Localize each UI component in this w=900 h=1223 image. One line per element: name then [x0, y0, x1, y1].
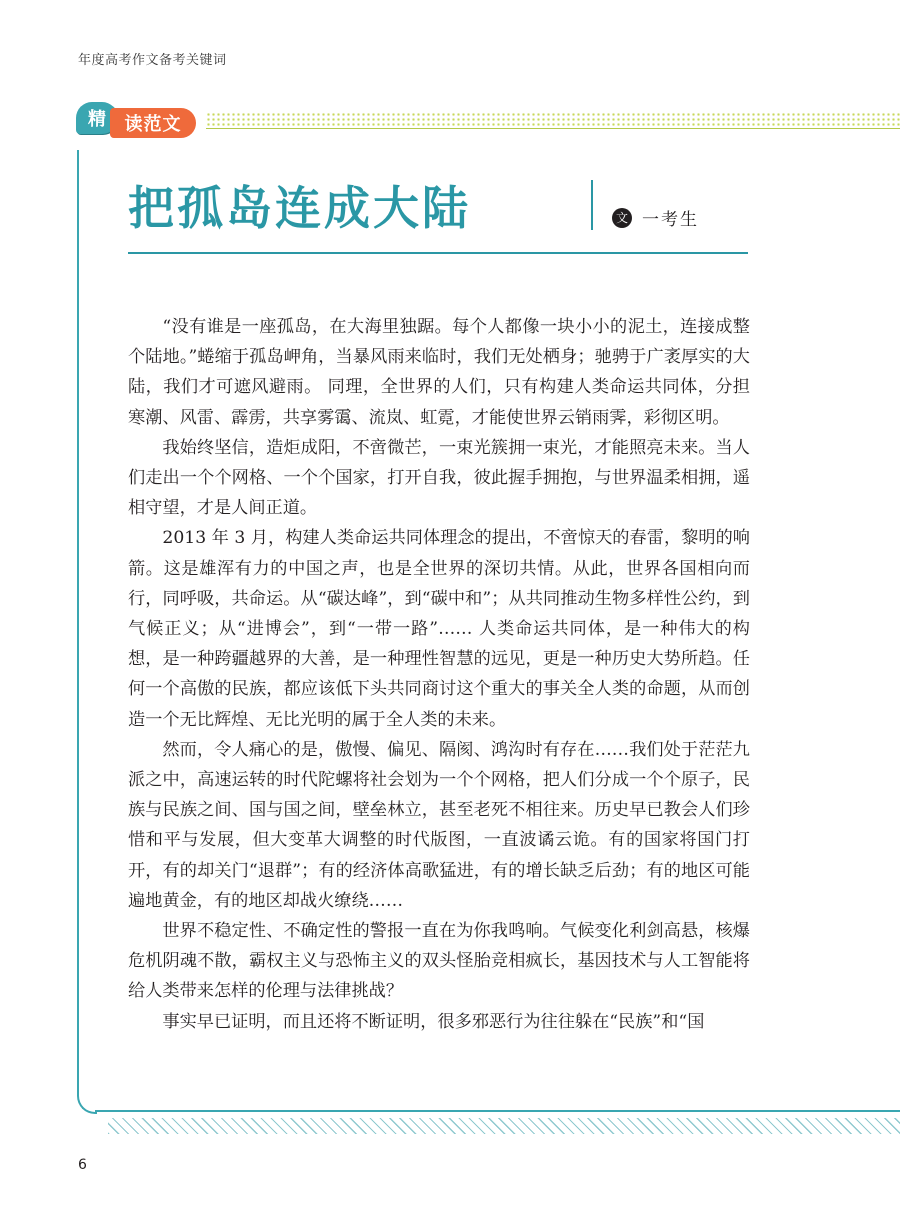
section-tag [76, 102, 206, 142]
article-title: 把孤岛连成大陆 [128, 181, 471, 235]
dotted-band-decoration [206, 112, 900, 129]
frame-left-border [77, 150, 97, 1114]
paragraph: 事实早已证明，而且还将不断证明，很多邪恶行为往往躲在“民族”和“国 [162, 1011, 705, 1032]
frame-bottom-border [95, 1110, 900, 1112]
paragraph: 然而，令人痛心的是，傲慢、偏见、隔阂、鸿沟时有存在……我们处于茫茫九派之中，高速运转的时代陀螺将社会划为一个个网格，把人们分成一个个原子，民族与民族之间、国与国之间，壁垒林立，甚至老死不相往来。历史早已教会人们珍惜和平与发展，但大变革大调整的时代版图，一直波谲云诡。有的国家将国门打开，有的却关门“退群”；有的经济体高歌猛进，有的增长缺乏后劲；有的地区可能遍地黄金，有的地区却战火缭绕…… [128, 739, 750, 911]
title-divider [591, 180, 593, 230]
running-header: 年度高考作文备考关键词 [78, 53, 227, 68]
author-marker-badge: 文 [612, 208, 632, 228]
paragraph: “没有谁是一座孤岛，在大海里独踞。每个人都像一块小小的泥土，连接成整个陆地。”蜷缩于孤岛岬角，当暴风雨来临时，我们无处栖身；驰骋于广袤厚实的大陆，我们才可遮风避雨。 同理，全世界的人们，只有构建人类命运共同体，分担寒潮、风雷、霹雳，共享雾霭、流岚、虹霓，才能使世界云销雨霁，彩彻区明。 [128, 317, 750, 428]
author-name: 一考生 [642, 210, 699, 230]
paragraph: 2013 年 3 月，构建人类命运共同体理念的提出，不啻惊天的春雷，黎明的响箭。这是雄浑有力的中国之声，也是全世界的深切共情。从此，世界各国相向而行，同呼吸，共命运。从“碳达峰”，到“碳中和”；从共同推动生物多样性公约，到气候正义；从“进博会”，到“一带一路”…… 人类命运共同体，是一种伟大的构想，是一种跨疆越界的大善，是一种理性智慧的远见，更是一种历史大势所趋。任何一个高傲的民族，都应该低下头共同商讨这个重大的事关全人类的命题，从而创造一个无比辉煌、无比光明的属于全人类的未来。 [128, 528, 750, 730]
hatch-band-decoration [108, 1118, 900, 1134]
author-byline [612, 205, 699, 230]
section-tag-label: 读范文 [110, 108, 196, 138]
paragraph: 我始终坚信，造炬成阳，不啻微芒，一束光簇拥一束光，才能照亮未来。当人们走出一个个网格、一个个国家，打开自我，彼此握手拥抱，与世界温柔相拥，遥相守望，才是人间正道。 [128, 437, 750, 519]
paragraph: 世界不稳定性、不确定性的警报一直在为你我鸣响。气候变化利剑高悬，核爆危机阴魂不散，霸权主义与恐怖主义的双头怪胎竞相疯长，基因技术与人工智能将给人类带来怎样的伦理与法律挑战？ [128, 921, 750, 1002]
article-body [128, 312, 750, 1037]
page-number: 6 [78, 1157, 87, 1173]
section-tag-first-char: 精 [76, 102, 118, 134]
title-underline [128, 252, 748, 254]
